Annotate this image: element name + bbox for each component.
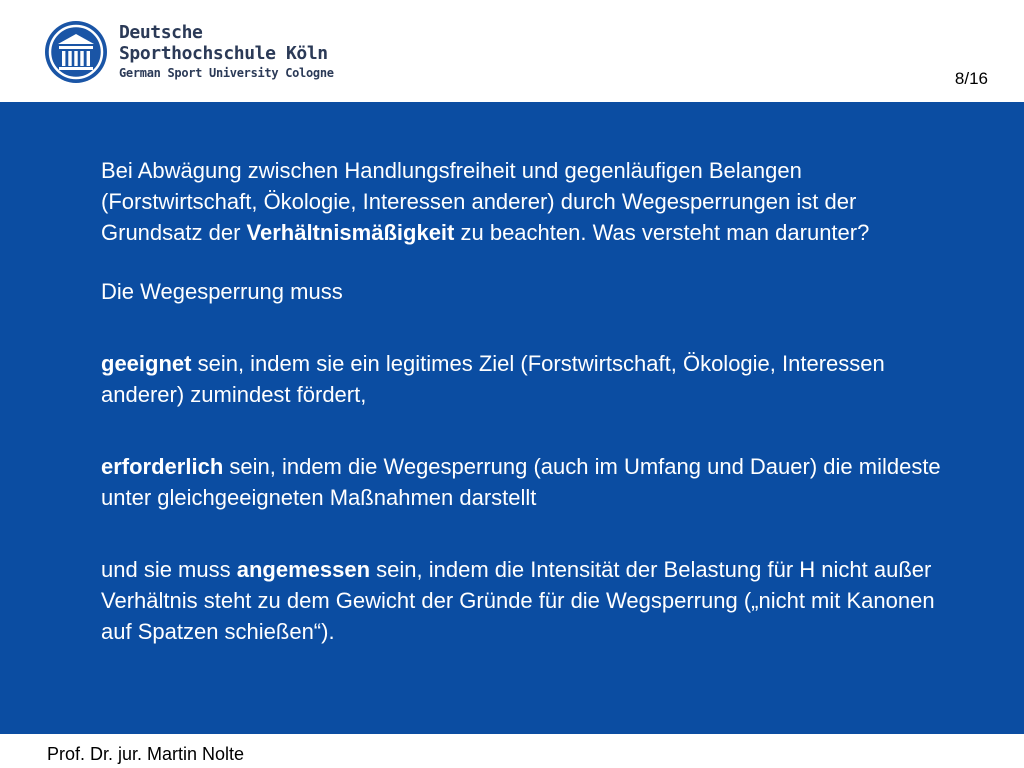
- paragraph-erforderlich: [101, 451, 961, 513]
- text-segment: sein, indem sie ein legitimes Ziel (Forstwirtschaft, Ökologie, Interessen anderer) zumindest fördert,: [101, 351, 885, 407]
- author-name: Prof. Dr. jur. Martin Nolte: [47, 744, 245, 764]
- university-name: [119, 22, 334, 82]
- text-segment: Bei Abwägung zwischen Handlungsfreiheit und gegenläufigen Belangen (Forstwirtschaft, Ökologie, Interessen anderer) durch Wegesperrungen ist der Grundsatz der: [101, 158, 857, 245]
- text-segment: zu beachten. Was versteht man darunter?: [454, 220, 870, 245]
- paragraph-geeignet: [101, 348, 961, 410]
- term-verhaeltnismaessigkeit: Verhältnismäßigkeit: [246, 220, 455, 245]
- logo-line-2: Sporthochschule Köln: [119, 43, 328, 64]
- text-segment: sein, indem die Intensität der Belastung für H nicht außer Verhältnis steht zu dem Gewicht der Gründe für die Wegsperrung („nicht mit Kanonen auf Spatzen schießen“).: [101, 557, 935, 644]
- paragraph-intro: Die Wegesperrung muss: [101, 279, 343, 304]
- term-erforderlich: erforderlich: [101, 454, 224, 479]
- text-segment: sein, indem die Wegesperrung (auch im Umfang und Dauer) die mildeste unter gleichgeeigneten Maßnahmen darstellt: [101, 454, 941, 510]
- slide-content: [0, 102, 1024, 734]
- text-segment: und sie muss: [101, 557, 237, 582]
- slide-footer: [0, 734, 1024, 768]
- logo-line-1: Deutsche: [119, 22, 203, 43]
- university-logo-icon: [44, 20, 108, 84]
- slide-body-text: [101, 155, 961, 647]
- paragraph-question: [101, 155, 961, 248]
- paragraph-angemessen: [101, 554, 961, 647]
- slide-header: [0, 0, 1024, 102]
- term-geeignet: geeignet: [101, 351, 192, 376]
- term-angemessen: angemessen: [236, 557, 371, 582]
- logo-line-3: German Sport University Cologne: [119, 66, 334, 80]
- page-number: 8/16: [954, 69, 988, 88]
